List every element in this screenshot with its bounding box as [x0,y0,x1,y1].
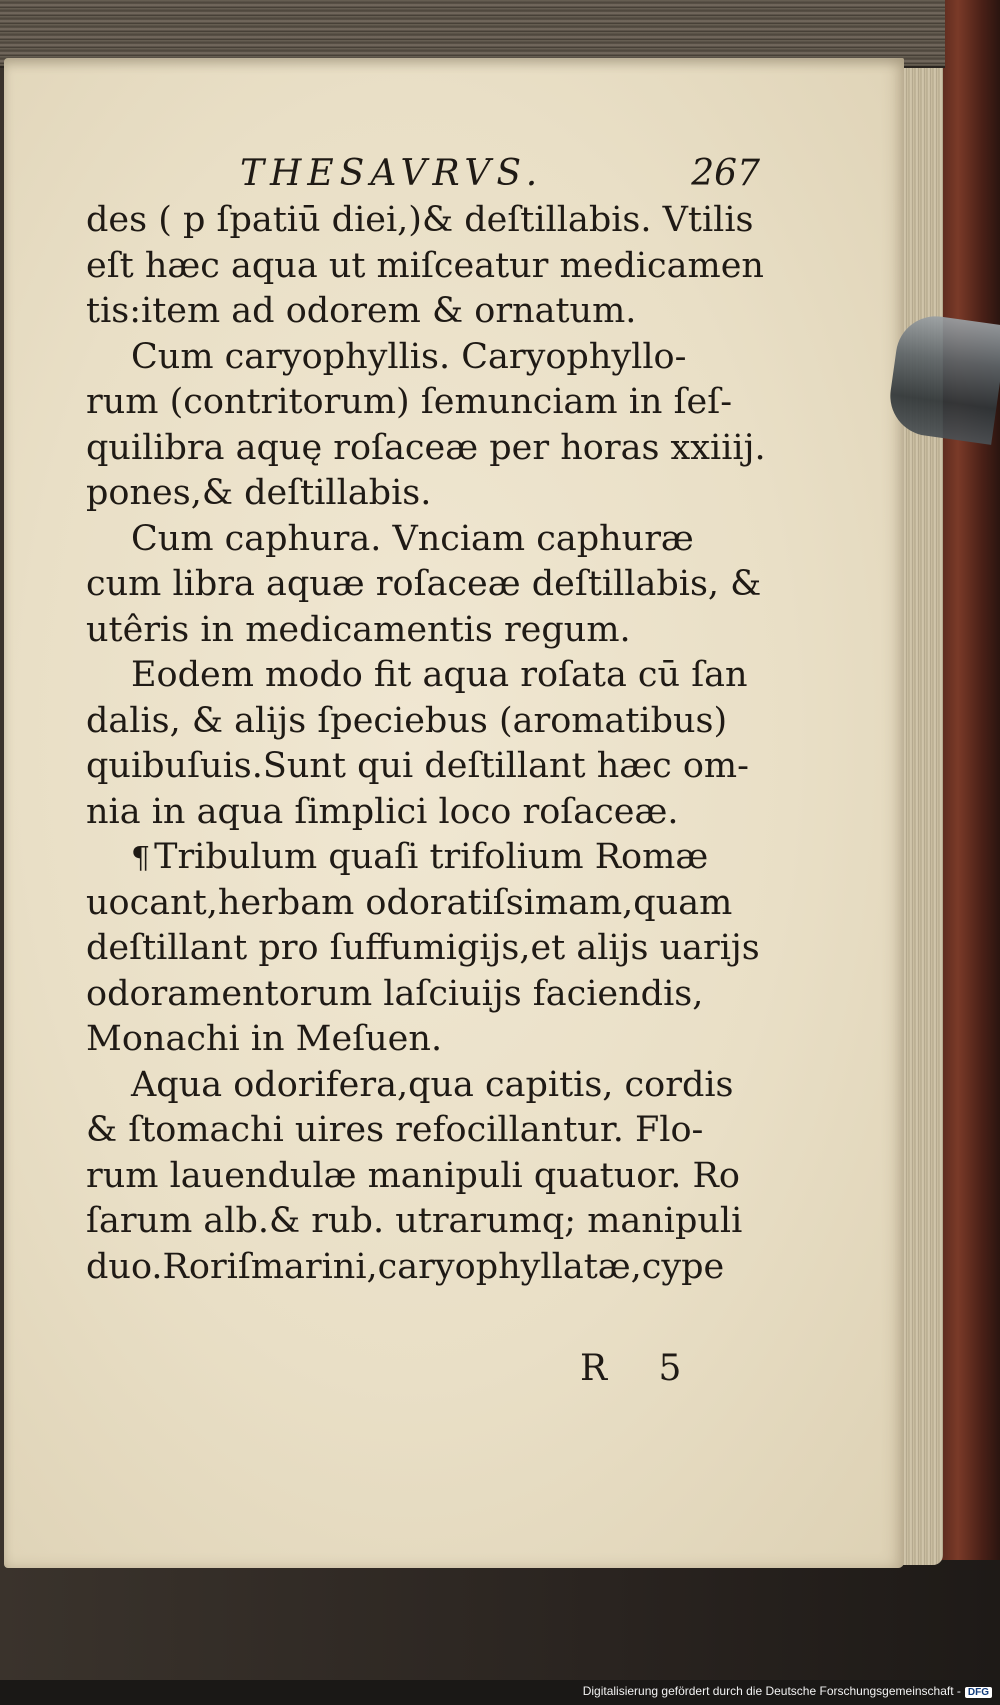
text-line: Monachi in Meſuen. [86,1019,443,1059]
text-line: & ſtomachi uires refocillantur. Flo- [86,1110,704,1150]
text-line: Aqua odorifera,qua capitis, cordis [131,1064,734,1105]
text-line: Cum caryophyllis. Caryophyllo- [131,336,687,377]
dfg-logo: DFG [965,1687,992,1698]
text-line: dalis, & alijs ſpeciebus (aromatibus) [86,700,728,741]
text-line: utêris in medicamentis regum. [86,609,631,650]
credit-text: Digitalisierung gefördert durch die Deutsche Forschungsgemeinschaft - [582,1684,961,1698]
page-number: 267 [691,153,760,194]
text-line: quibuſuis.Sunt qui deſtillant hæc om- [86,746,749,786]
text-line: odoramentorum laſciuijs faciendis, [86,973,704,1014]
pilcrow-icon: ¶ [131,841,151,876]
page-header [240,150,760,198]
text-line: Cum caphura. Vnciam caphuræ [131,518,694,559]
digitization-credit [583,1684,992,1698]
text-line-content: Tribulum quaſi trifolium Romæ [154,837,709,877]
text-line: pones,& deſtillabis. [86,473,432,513]
running-title: THESAVRVS. [240,153,544,194]
text-line: rum lauendulæ manipuli quatuor. Ro [86,1155,740,1196]
signature-mark: R 5 [580,1348,702,1389]
text-line: eſt hæc aqua ut miſceatur medicamen [86,245,764,286]
text-line: uocant,herbam odoratiſsimam,quam [86,882,733,923]
text-line: nia in aqua ſimplici loco roſaceæ. [86,791,679,832]
text-line: cum libra aquæ roſaceæ deſtillabis, & [86,564,762,604]
text-line: rum (contritorum) ſemunciam in ſeſ- [86,382,733,422]
text-line: quilibra aquę roſaceæ per horas xxiiij. [86,427,766,468]
body-text [86,198,786,1290]
text-line: Eodem modo fit aqua roſata cū ſan [131,655,748,695]
text-line: des ( p ſpatiū diei,)& deſtillabis. Vtilis [86,200,754,240]
text-line: tis:item ad odorem & ornatum. [86,291,637,331]
text-line: ſarum alb.& rub. utrarumq; manipuli [86,1201,743,1241]
text-line: duo.Roriſmarini,caryophyllatæ,cype [86,1246,725,1287]
text-line [86,835,786,881]
text-line: deſtillant pro ſuffumigijs,et alijs uarijs [86,928,760,968]
book-cover-edge [940,0,1000,1560]
